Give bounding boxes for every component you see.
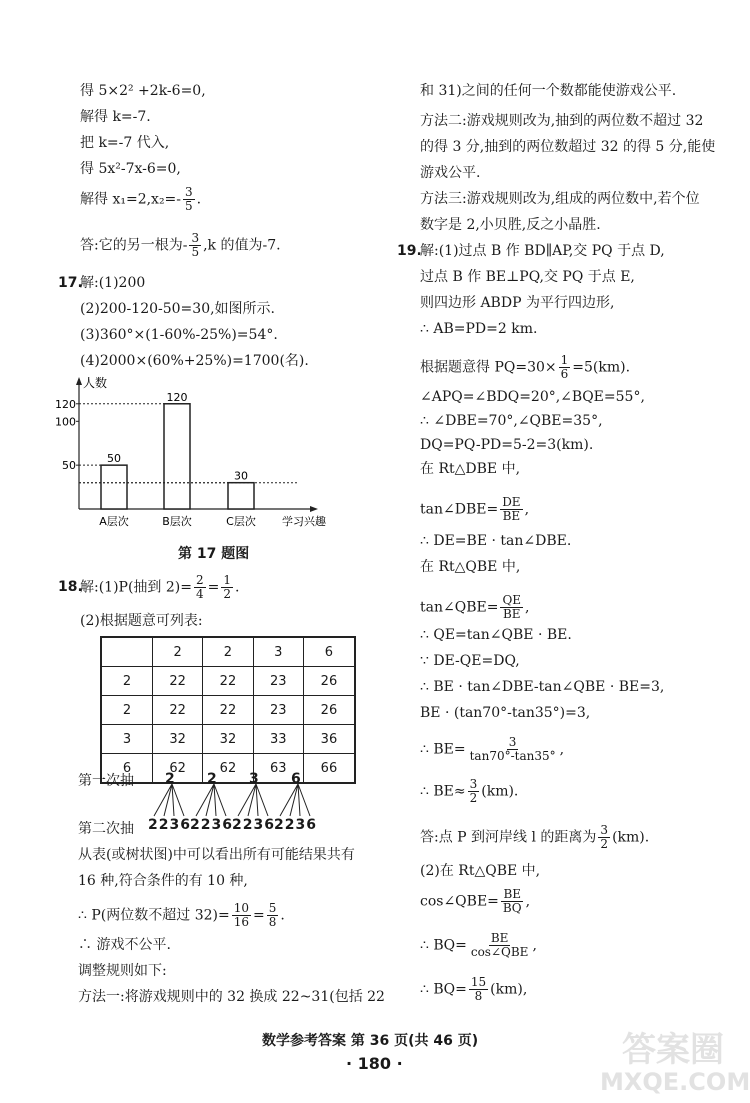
- solution-line: 的得 3 分,抽到的两位数超过 32 的得 5 分,能使: [420, 139, 716, 155]
- answer-line: 答:它的另一根为- $\frac{3}{5}$ ,k 的值为-7.: [80, 231, 281, 259]
- solution-line: ∴ BE= $\frac{3}{\tan 70^\circ-\tan 35^\circ}$ ,: [420, 735, 565, 763]
- tree-leaves: 2236: [232, 817, 275, 833]
- x-axis-arrow: [310, 506, 318, 512]
- table-cell: 6: [303, 637, 355, 667]
- x-axis-label: 学习兴趣: [282, 515, 326, 528]
- bar-chart: [52, 375, 352, 535]
- solution-line: 方法三:游戏规则改为,组成的两位数中,若个位: [420, 191, 700, 207]
- solution-line: 在 Rt△DBE 中,: [420, 461, 521, 477]
- table-cell: 22: [203, 696, 253, 725]
- table-cell: 22: [153, 696, 203, 725]
- category-label: A层次: [99, 515, 129, 528]
- table-cell: 26: [303, 667, 355, 696]
- bar-value-label: 50: [107, 452, 121, 466]
- solution-line: ∴ DE=BE · tan∠DBE.: [420, 533, 572, 549]
- tree-node: 2: [165, 771, 175, 787]
- page-number: · 180 ·: [346, 1054, 403, 1073]
- table-cell: 2: [203, 637, 253, 667]
- eq-line: 把 k=-7 代入,: [80, 135, 170, 151]
- y-tick-label: 50: [62, 459, 76, 473]
- solution-line: ∴ BE · tan∠DBE-tan∠QBE · BE=3,: [420, 679, 665, 695]
- tree-node: 3: [249, 771, 259, 787]
- y-axis-label: 人数: [83, 376, 108, 390]
- table-cell: 2: [101, 696, 153, 725]
- solution-line: 根据题意得 PQ=30× $\frac{1}{6}$ =5(km).: [420, 353, 631, 381]
- solution-line: (3)360°×(1-60%-25%)=54°.: [80, 327, 278, 343]
- solution-line: tan∠DBE= $\frac{DE}{BE}$ ,: [420, 495, 530, 523]
- question-number: 17.: [58, 275, 83, 291]
- watermark-logo: 答案圈: [622, 1030, 724, 1070]
- table-cell: 6: [101, 754, 153, 784]
- tree-label-first: 第一次抽: [78, 773, 134, 789]
- table-cell: 33: [253, 725, 303, 754]
- table-cell: 62: [153, 754, 203, 784]
- footer-title: 数学参考答案 第 36 页(共 46 页): [262, 1033, 479, 1049]
- solution-line: 方法二:游戏规则改为,抽到的两位数不超过 32: [420, 113, 704, 129]
- tree-label-second: 第二次抽: [78, 821, 134, 837]
- table-cell: 66: [303, 754, 355, 784]
- eq-line: 得 5x²-7x-6=0,: [80, 161, 181, 177]
- solution-line: DQ=PQ-PD=5-2=3(km).: [420, 437, 594, 453]
- solution-line: ∴ AB=PD=2 km.: [420, 321, 538, 337]
- solution-line: 在 Rt△QBE 中,: [420, 559, 521, 575]
- category-label: B层次: [162, 515, 192, 528]
- bar-value-label: 120: [166, 390, 188, 404]
- solution-line: ∴ BQ= $\frac{15}{8}$ (km),: [420, 975, 528, 1003]
- tree-leaves: 2236: [190, 817, 233, 833]
- table-cell: 32: [203, 725, 253, 754]
- solution-line: 游戏公平.: [420, 165, 481, 181]
- table-cell: 32: [153, 725, 203, 754]
- question-number: 18.: [58, 579, 83, 595]
- solution-line: 从表(或树状图)中可以看出所有可能结果共有: [78, 847, 355, 863]
- solution-line: 过点 B 作 BE⊥PQ,交 PQ 于点 E,: [420, 269, 635, 285]
- table-cell: 2: [101, 667, 153, 696]
- table-cell: 22: [203, 667, 253, 696]
- y-axis-arrow: [76, 377, 82, 385]
- solution-line: cos∠QBE= $\frac{BE}{BQ}$ ,: [420, 887, 531, 915]
- tree-node: 2: [207, 771, 217, 787]
- category-label: C层次: [226, 515, 256, 528]
- solution-line: (4)2000×(60%+25%)=1700(名).: [80, 353, 309, 369]
- bar-B层次: [164, 404, 190, 509]
- solution-line: ∴ QE=tan∠QBE · BE.: [420, 627, 572, 643]
- table-row: [101, 725, 355, 754]
- bar-C层次: [228, 483, 254, 509]
- tree-node: 6: [291, 771, 301, 787]
- eq-line: 得 5×2² +2k-6=0,: [80, 83, 206, 99]
- solution-line: ∠APQ=∠BDQ=20°,∠BQE=55°,: [420, 389, 645, 405]
- solution-line: 解:(1)200: [80, 275, 146, 291]
- table-cell: 26: [303, 696, 355, 725]
- watermark-url: MXQE.COM: [600, 1068, 750, 1096]
- solution-line: 解:(1)P(抽到 2)= $\frac{2}{4}$ = $\frac{1}{2}$ .: [80, 573, 240, 601]
- eq-line: 解得 x₁=2,x₂=- $\frac{3}{5}$ .: [80, 185, 202, 213]
- table-cell: 22: [153, 667, 203, 696]
- solution-line: ∴ 游戏不公平.: [78, 937, 171, 953]
- solution-line: ∵ DE-QE=DQ,: [420, 653, 520, 669]
- question-number: 19.: [397, 243, 422, 259]
- solution-line: 16 种,符合条件的有 10 种,: [78, 873, 248, 889]
- solution-line: 调整规则如下:: [78, 963, 167, 979]
- tree-leaves: 2236: [274, 817, 317, 833]
- figure-caption: 第 17 题图: [178, 546, 250, 562]
- table-row: [101, 637, 355, 667]
- table-cell: 3: [101, 725, 153, 754]
- tree-leaves: 2236: [148, 817, 191, 833]
- table-cell: 36: [303, 725, 355, 754]
- solution-line: BE · (tan70°-tan35°)=3,: [420, 705, 591, 721]
- table-cell: [101, 637, 153, 667]
- outcome-table: [100, 636, 356, 784]
- answer-line: 答:点 P 到河岸线 l 的距离为 $\frac{3}{2}$ (km).: [420, 823, 650, 851]
- table-cell: 62: [203, 754, 253, 784]
- solution-line: (2)在 Rt△QBE 中,: [420, 863, 541, 879]
- table-row: [101, 667, 355, 696]
- y-tick-label: 100: [55, 415, 76, 429]
- solution-line: ∴ BE≈ $\frac{3}{2}$ (km).: [420, 777, 519, 805]
- solution-line: 数字是 2,小贝胜,反之小晶胜.: [420, 217, 601, 233]
- solution-line: 和 31)之间的任何一个数都能使游戏公平.: [420, 83, 677, 99]
- solution-line: (2)根据题意可列表:: [80, 613, 203, 629]
- table-row: [101, 696, 355, 725]
- solution-line: ∴ ∠DBE=70°,∠QBE=35°,: [420, 413, 603, 429]
- table-cell: 63: [253, 754, 303, 784]
- table-cell: 3: [253, 637, 303, 667]
- bar-A层次: [101, 465, 127, 509]
- solution-line: tan∠QBE= $\frac{QE}{BE}$ ,: [420, 593, 530, 621]
- solution-line: 则四边形 ABDP 为平行四边形,: [420, 295, 615, 311]
- y-tick-label: 120: [55, 397, 76, 411]
- solution-line: 解:(1)过点 B 作 BD∥AP,交 PQ 于点 D,: [420, 243, 665, 259]
- solution-line: ∴ BQ= $\frac{BE}{\text{cos∠QBE}}$ ,: [420, 931, 537, 959]
- table-cell: 23: [253, 667, 303, 696]
- solution-line: (2)200-120-50=30,如图所示.: [80, 301, 275, 317]
- eq-line: 解得 k=-7.: [80, 109, 151, 125]
- bar-value-label: 30: [234, 469, 248, 483]
- table-cell: 2: [153, 637, 203, 667]
- solution-line: 方法一:将游戏规则中的 32 换成 22~31(包括 22: [78, 989, 385, 1005]
- solution-line: ∴ P(两位数不超过 32)= $\frac{10}{16}$ = $\frac{5}{8}$ .: [78, 901, 285, 929]
- table-cell: 23: [253, 696, 303, 725]
